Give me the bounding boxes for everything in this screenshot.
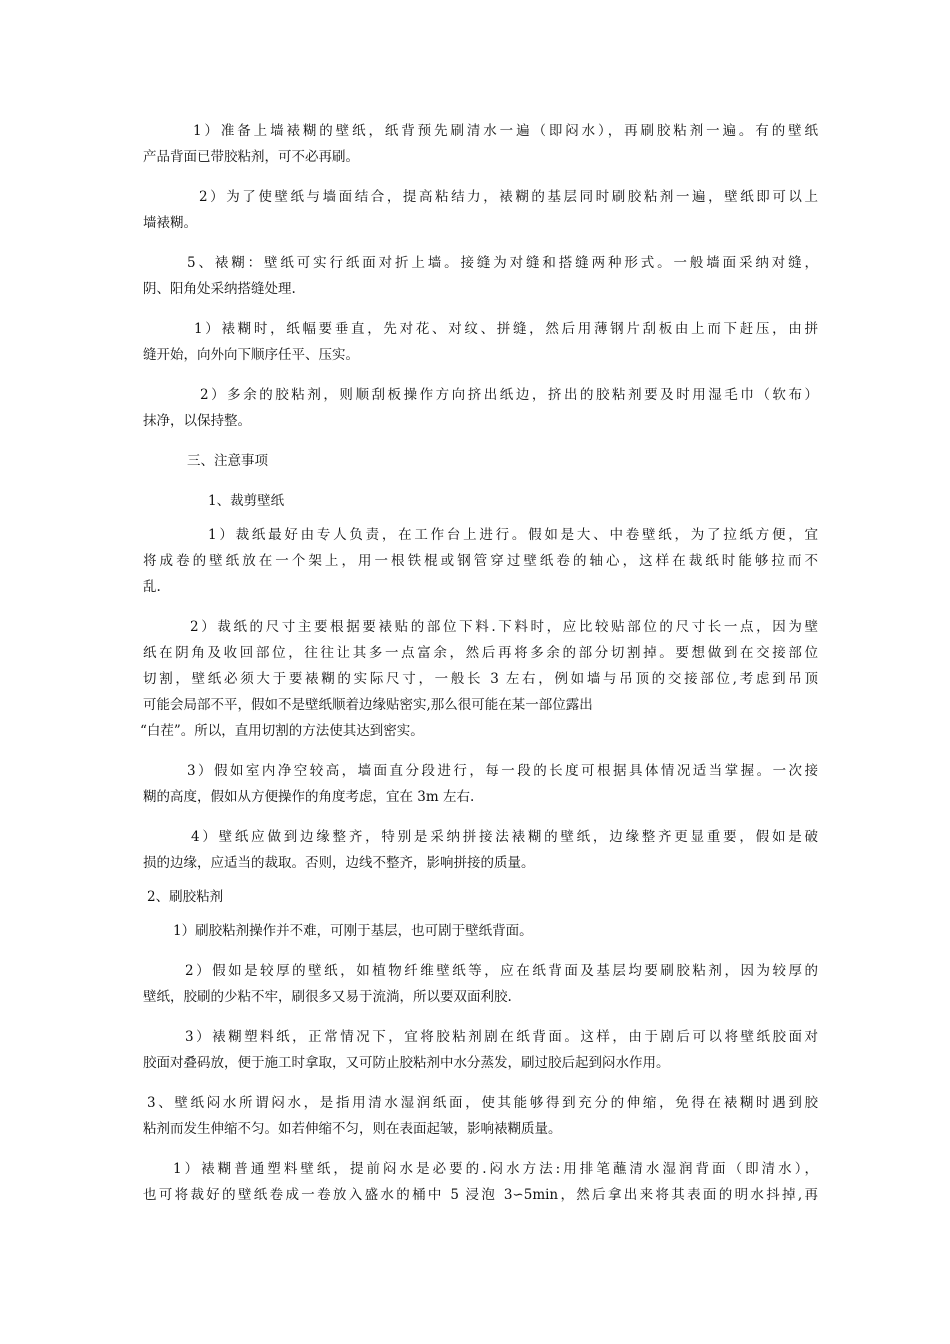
paragraph-line: 3、壁纸闷水所谓闷水，是指用清水湿润纸面，使其能够得到充分的伸缩，免得在裱糊时遇到胶 [147, 1095, 818, 1111]
paragraph-line: 2）为了使壁纸与墙面结合，提高粘结力，裱糊的基层同时刷胶粘剂一遍，壁纸即可以上 [199, 189, 818, 205]
paragraph-line: 2）裁纸的尺寸主要根据要裱贴的部位下料.下料时，应比较贴部位的尺寸长一点，因为壁 [190, 619, 818, 635]
paragraph-line: 切割，壁纸必须大于要裱糊的实际尺寸，一般长 3 左右，例如墙与吊顶的交接部位,考虑到吊顶 [143, 671, 818, 687]
paragraph-line: 墙裱糊。 [143, 215, 197, 231]
paragraph-line: 5、裱糊：壁纸可实行纸面对折上墙。接缝为对缝和搭缝两种形式。一般墙面采纳对缝， [187, 255, 818, 271]
paragraph-line: “白茬”。所以，直用切割的方法使其达到密实。 [140, 723, 424, 739]
subsection-heading: 2、刷胶粘剂 [147, 889, 224, 905]
paragraph-line: 产品背面已带胶粘剂，可不必再刷。 [143, 149, 359, 165]
paragraph-line: 3）裱糊塑料纸，正常情况下，宜将胶粘剂剧在纸背面。这样，由于剧后可以将壁纸胶面对 [185, 1029, 818, 1045]
paragraph-line: 乱. [143, 579, 161, 595]
paragraph-line: 壁纸，胶刷的少粘不牢，刷很多又易于流淌，所以要双面利胶. [143, 989, 512, 1005]
paragraph-line: 3）假如室内净空较高，墙面直分段进行，每一段的长度可根据具体情况适当掌握。一次接 [187, 763, 818, 779]
paragraph-line: 1）裱糊普通塑料壁纸，提前闷水是必要的.闷水方法:用排笔蘸清水湿润背面（即清水）， [173, 1161, 818, 1177]
paragraph-line: 损的边缘，应适当的裁取。否则，边线不整齐，影响拼接的质量。 [143, 855, 535, 871]
paragraph-line: 缝开始，向外向下顺序任平、压实。 [143, 347, 359, 363]
paragraph-line: 也可将裁好的壁纸卷成一卷放入盛水的桶中 5 浸泡 3∽5min，然后拿出来将其表面的明水抖掉,再 [143, 1187, 818, 1203]
paragraph-line: 胶面对叠码放，便于施工时拿取，又可防止胶粘剂中水分蒸发，刷过胶后起到闷水作用。 [143, 1055, 670, 1071]
paragraph-line: 将成卷的壁纸放在一个架上，用一根铁棍或钢管穿过壁纸卷的轴心，这样在裁纸时能够拉而不 [143, 553, 818, 569]
section-heading: 三、注意事项 [187, 453, 268, 469]
paragraph-line: 2）假如是较厚的壁纸，如植物纤维壁纸等，应在纸背面及基层均要刷胶粘剂，因为较厚的 [185, 963, 818, 979]
paragraph-line: 1）刷胶粘剂操作并不难，可刚于基层，也可剧于壁纸背面。 [173, 923, 533, 939]
document-body [140, 118, 818, 1208]
paragraph-line: 4）壁纸应做到边缘整齐，特别是采纳拼接法裱糊的壁纸，边缘整齐更显重要，假如是破 [191, 829, 818, 845]
paragraph-line: 阴、阳角处采纳搭缝处理. [143, 281, 296, 297]
paragraph-line: 1）裁纸最好由专人负责，在工作台上进行。假如是大、中卷壁纸，为了拉纸方便，宜 [208, 527, 818, 543]
subsection-heading: 1、裁剪壁纸 [208, 493, 285, 509]
paragraph-line: 可能会局部不平，假如不是壁纸顺着边缘贴密实,那么很可能在某一部位露出 [143, 697, 593, 713]
paragraph-line: 纸在阴角及收回部位，往往让其多一点富余，然后再将多余的部分切割掉。要想做到在交接部位 [143, 645, 818, 661]
paragraph-line: 粘剂而发生伸缩不匀。如若伸缩不匀，则在表面起皱，影响裱糊质量。 [143, 1121, 562, 1137]
paragraph-line: 抹净，以保持整。 [143, 413, 251, 429]
paragraph-line: 糊的高度，假如从方便操作的角度考虑，宜在 3m 左右. [143, 789, 475, 805]
paragraph-line: 1）准备上墙裱糊的壁纸，纸背预先刷清水一遍（即闷水），再刷胶粘剂一遍。有的壁纸 [193, 123, 818, 139]
paragraph-line: 1）裱糊时，纸幅要垂直，先对花、对纹、拼缝，然后用薄钢片刮板由上而下赶压，由拼 [194, 321, 818, 337]
paragraph-line: 2）多余的胶粘剂，则顺刮板操作方向挤出纸边，挤出的胶粘剂要及时用湿毛巾（软布） [200, 387, 818, 403]
